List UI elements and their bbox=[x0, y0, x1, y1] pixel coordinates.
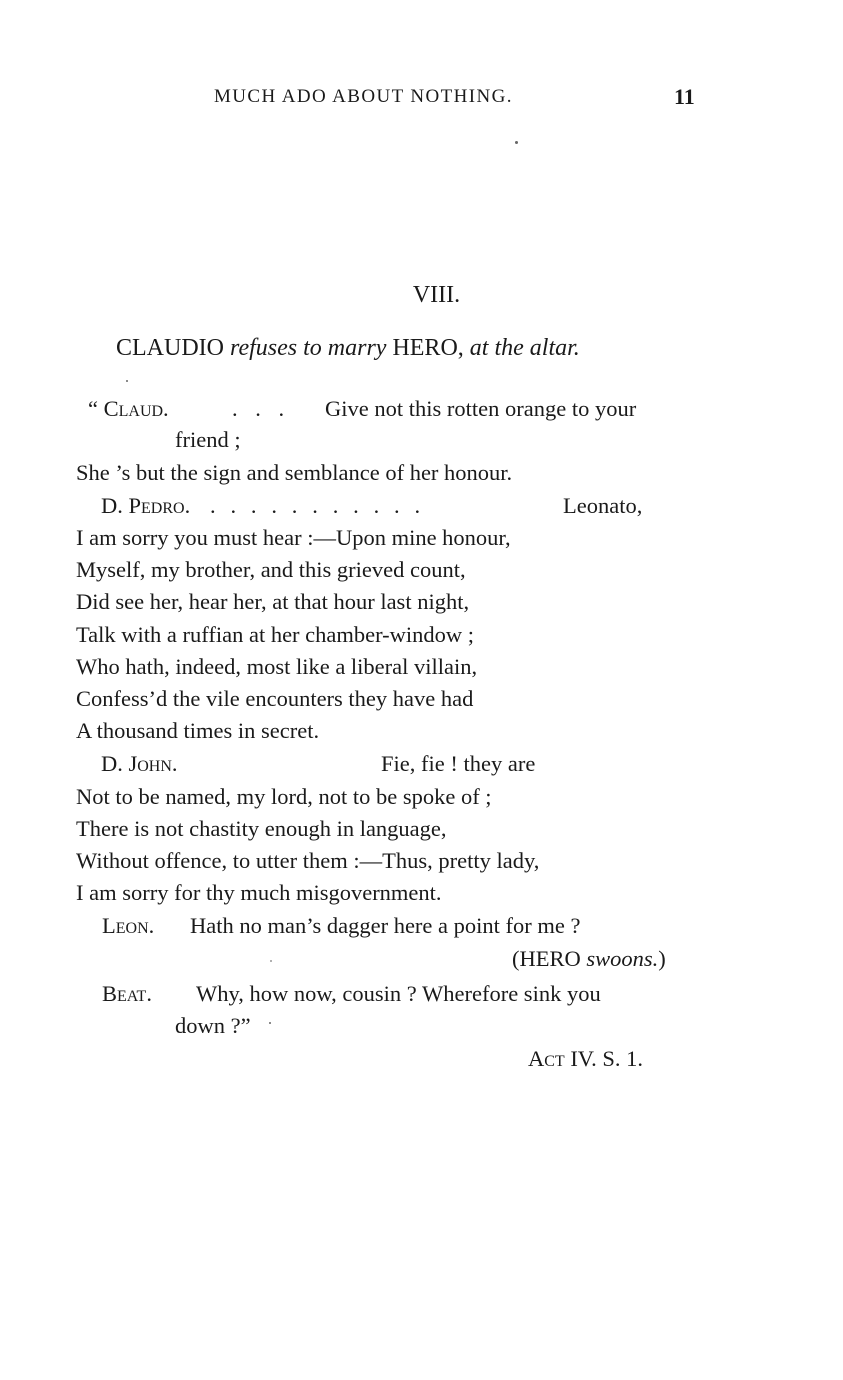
verse-line: Did see her, hear her, at that hour last night, bbox=[76, 589, 470, 614]
verse-line bbox=[88, 398, 169, 421]
scene-caption bbox=[116, 335, 580, 362]
verse-line: Who hath, indeed, most like a liberal villain, bbox=[76, 654, 478, 679]
speaker-john-line bbox=[101, 753, 178, 776]
scan-speck bbox=[126, 380, 128, 382]
stage-swoons: swoons. bbox=[586, 946, 659, 971]
speaker-pedro-line bbox=[101, 495, 190, 518]
verse-line: down ?” bbox=[175, 1013, 251, 1038]
verse-line: Why, how now, cousin ? Wherefore sink you bbox=[196, 981, 601, 1006]
verse-line: Not to be named, my lord, not to be spoke of ; bbox=[76, 784, 492, 809]
page-number: 11 bbox=[674, 84, 695, 109]
verse-line: She ’s but the sign and semblance of her honour. bbox=[76, 460, 513, 485]
section-number: VIII. bbox=[412, 282, 461, 308]
speaker-leon-line bbox=[102, 915, 154, 938]
scan-speck bbox=[515, 141, 518, 144]
stage-direction bbox=[512, 948, 666, 971]
verse-line: Confess’d the vile encounters they have had bbox=[76, 686, 474, 711]
scan-speck bbox=[270, 960, 272, 962]
speaker-beat: Beat. bbox=[102, 981, 152, 1006]
stage-open: (HERO bbox=[512, 946, 587, 971]
dots: . . . bbox=[232, 396, 291, 421]
dots: . . . . . . . . . . . bbox=[210, 493, 425, 518]
stage-close: ) bbox=[658, 946, 666, 971]
speaker-claud: “ Claud. bbox=[88, 396, 169, 421]
verse-line: I am sorry for thy much misgovernment. bbox=[76, 880, 442, 905]
scan-speck bbox=[269, 1022, 271, 1024]
verse-line: Fie, fie ! they are bbox=[381, 751, 536, 776]
speaker-john: D. John. bbox=[101, 751, 178, 776]
caption-claudio: CLAUDIO bbox=[116, 335, 230, 361]
act-scene-citation: Act IV. S. 1. bbox=[528, 1046, 644, 1071]
verse-line: Give not this rotten orange to your bbox=[325, 396, 637, 421]
verse-line: friend ; bbox=[175, 427, 241, 452]
running-title: MUCH ADO ABOUT NOTHING. bbox=[214, 86, 513, 107]
verse-line: Without offence, to utter them :—Thus, pretty lady, bbox=[76, 848, 540, 873]
verse-line: I am sorry you must hear :—Upon mine honour, bbox=[76, 525, 511, 550]
caption-altar: at the altar. bbox=[469, 335, 580, 361]
verse-line: There is not chastity enough in language, bbox=[76, 816, 447, 841]
caption-hero: HERO, bbox=[386, 335, 470, 361]
caption-refuses: refuses to marry bbox=[230, 335, 387, 361]
verse-line: Myself, my brother, and this grieved count, bbox=[76, 557, 466, 582]
verse-line: A thousand times in secret. bbox=[76, 718, 320, 743]
speaker-beat-line bbox=[102, 983, 152, 1006]
verse-line: Leonato, bbox=[563, 493, 643, 518]
verse-line: Hath no man’s dagger here a point for me ? bbox=[190, 913, 581, 938]
verse-line: Talk with a ruffian at her chamber-window ; bbox=[76, 622, 475, 647]
speaker-leon: Leon. bbox=[102, 913, 155, 938]
speaker-pedro: D. Pedro. bbox=[101, 493, 191, 518]
